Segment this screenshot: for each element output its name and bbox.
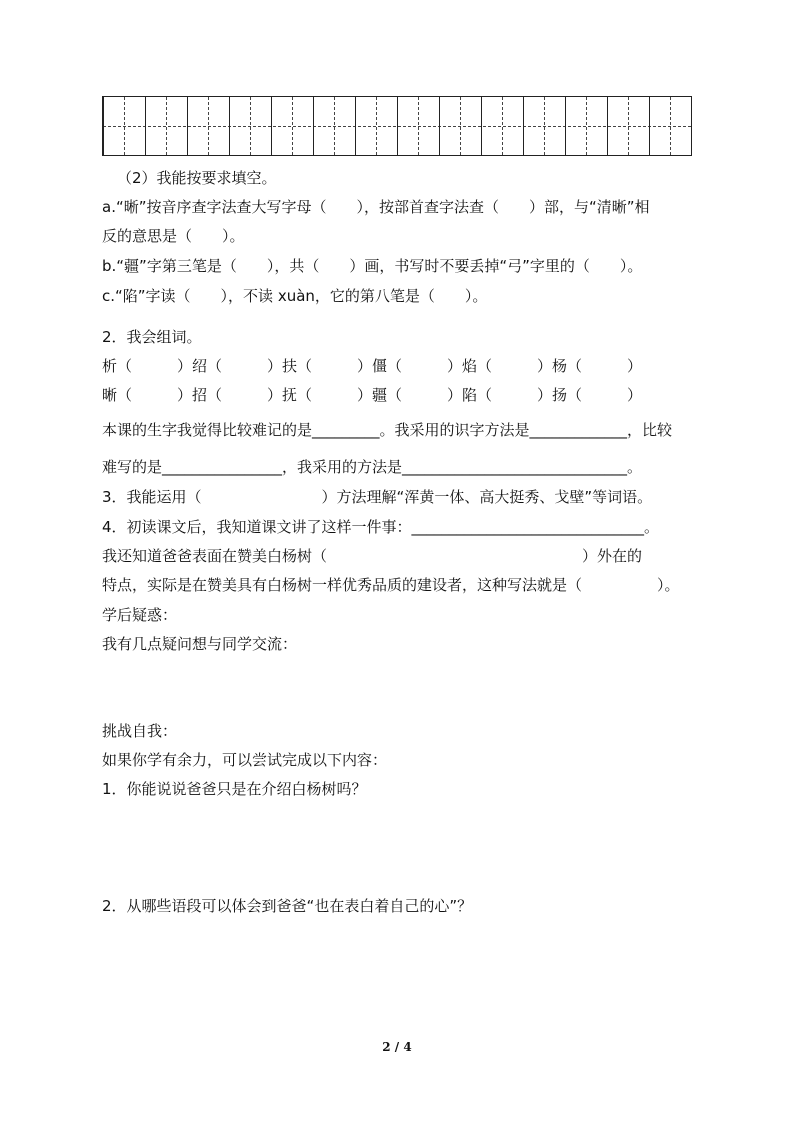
hard-chars-line2: 难写的是________________，我采用的方法是______________________________。 bbox=[102, 458, 643, 476]
page-number: 2 / 4 bbox=[382, 1040, 412, 1054]
grid-cell-guide bbox=[208, 97, 209, 155]
q2-title: （2）我能按要求填空。 bbox=[117, 169, 277, 187]
challenge-question-1: 1．你能说说爸爸只是在介绍白杨树吗？ bbox=[102, 780, 367, 798]
grid-cell-guide bbox=[460, 97, 461, 155]
challenge-intro: 如果你学有余力，可以尝试完成以下内容： bbox=[102, 751, 388, 769]
grid-cell-guide bbox=[544, 97, 545, 155]
writing-grid bbox=[102, 96, 692, 156]
grid-cell-guide bbox=[334, 97, 335, 155]
question-a-line1: a.“晰”按音序查字法查大写字母（ ），按部首查字法查（ ）部，与“清晰”相 bbox=[102, 198, 650, 216]
doubts-heading: 学后疑惑： bbox=[102, 606, 178, 624]
hard-chars-line1: 本课的生字我觉得比较难记的是_________。我采用的识字方法是_____________，比较 bbox=[102, 421, 673, 439]
grid-cell-guide bbox=[502, 97, 503, 155]
word-row-1: 析（ ）绍（ ）扶（ ）僵（ ）焰（ ）杨（ ） bbox=[102, 357, 643, 375]
grid-cell-guide bbox=[628, 97, 629, 155]
grid-cell-guide bbox=[250, 97, 251, 155]
grid-cell-guide bbox=[670, 97, 671, 155]
grid-cell-guide bbox=[166, 97, 167, 155]
question-3: 3．我能运用（ ）方法理解“浑黄一体、高大挺秀、戈壁”等词语。 bbox=[102, 488, 653, 506]
doubts-line: 我有几点疑问想与同学交流： bbox=[102, 635, 298, 653]
challenge-heading: 挑战自我： bbox=[102, 722, 178, 740]
praise-line1: 我还知道爸爸表面在赞美白杨树（ ）外在的 bbox=[102, 547, 643, 565]
grid-cell-guide bbox=[586, 97, 587, 155]
grid-cell-guide bbox=[124, 97, 125, 155]
question-4: 4．初读课文后，我知道课文讲了这样一件事：_______________________________。 bbox=[102, 518, 660, 536]
question-b: b.“疆”字第三笔是（ ），共（ ）画，书写时不要丢掉“弓”字里的（ ）。 bbox=[102, 257, 643, 275]
q2-heading: 2．我会组词。 bbox=[102, 328, 202, 346]
question-a-line2: 反的意思是（ ）。 bbox=[102, 227, 245, 245]
praise-line2: 特点，实际是在赞美具有白杨树一样优秀品质的建设者，这种写法就是（ ）。 bbox=[102, 576, 680, 594]
grid-cell-guide bbox=[376, 97, 377, 155]
word-row-2: 晰（ ）招（ ）抚（ ）疆（ ）陷（ ）扬（ ） bbox=[102, 386, 643, 404]
grid-cell-guide bbox=[418, 97, 419, 155]
challenge-question-2: 2．从哪些语段可以体会到爸爸“也在表白着自己的心”？ bbox=[102, 897, 473, 915]
question-c: c.“陷”字读（ ），不读 xuàn，它的第八笔是（ ）。 bbox=[102, 287, 488, 305]
grid-cell-guide bbox=[292, 97, 293, 155]
